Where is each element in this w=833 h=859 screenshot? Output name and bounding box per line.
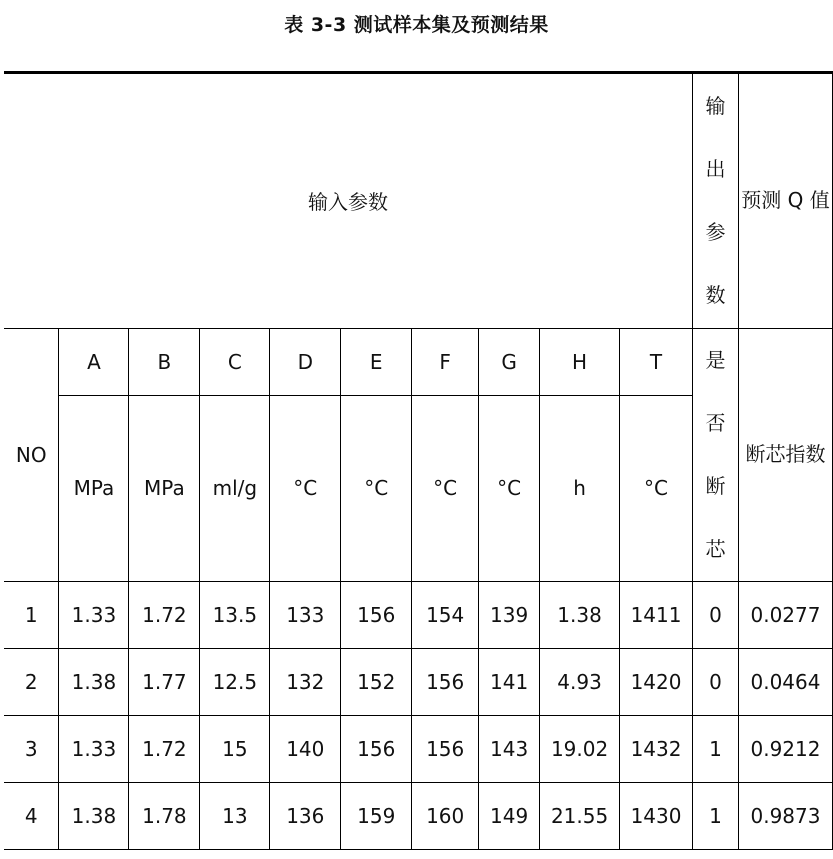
param-letter-c: C [200,328,270,395]
param-letter-h: H [540,328,620,395]
cell-no: 1 [4,581,59,648]
cell-f: 154 [412,581,479,648]
predicted-q-header: 预测 Q 值 [738,74,832,328]
cell-c: 13.5 [200,581,270,648]
cell-f: 156 [412,715,479,782]
cell-c: 15 [200,715,270,782]
cell-d: 133 [270,581,341,648]
param-letter-f: F [412,328,479,395]
cell-a: 1.33 [59,581,129,648]
param-unit-c: ml/g [200,395,270,581]
table-row [4,715,833,782]
cell-c: 12.5 [200,648,270,715]
cell-g: 141 [479,648,540,715]
input-params-header: 输入参数 [4,74,693,328]
no-header: NO [4,328,59,581]
cell-no: 2 [4,648,59,715]
cell-t: 1432 [620,715,693,782]
param-unit-h: h [540,395,620,581]
cell-h: 4.93 [540,648,620,715]
header-row-groups [4,74,833,328]
param-letter-a: A [59,328,129,395]
param-letter-t: T [620,328,693,395]
cell-h: 21.55 [540,782,620,849]
cell-h: 1.38 [540,581,620,648]
cell-index: 0.0277 [738,581,832,648]
param-unit-e: °C [341,395,412,581]
param-letter-g: G [479,328,540,395]
cell-b: 1.77 [129,648,200,715]
table-row [4,782,833,849]
param-unit-t: °C [620,395,693,581]
cell-no: 3 [4,715,59,782]
cell-f: 160 [412,782,479,849]
cell-e: 152 [341,648,412,715]
cell-g: 149 [479,782,540,849]
cell-t: 1411 [620,581,693,648]
cell-g: 143 [479,715,540,782]
param-unit-d: °C [270,395,341,581]
cell-no: 4 [4,782,59,849]
cell-g: 139 [479,581,540,648]
param-letter-e: E [341,328,412,395]
cell-d: 132 [270,648,341,715]
test-sample-table [4,74,833,850]
table-row [4,581,833,648]
cell-broken: 1 [693,715,739,782]
cell-broken: 0 [693,581,739,648]
cell-b: 1.78 [129,782,200,849]
output-params-header: 输 出 参 数 [693,74,739,328]
param-letter-b: B [129,328,200,395]
param-letter-d: D [270,328,341,395]
table-row [4,648,833,715]
cell-d: 140 [270,715,341,782]
table-caption: 表 3-3 测试样本集及预测结果 [284,14,549,36]
cell-e: 156 [341,715,412,782]
cell-a: 1.38 [59,782,129,849]
cell-t: 1420 [620,648,693,715]
param-unit-f: °C [412,395,479,581]
cell-c: 13 [200,782,270,849]
cell-broken: 1 [693,782,739,849]
cell-h: 19.02 [540,715,620,782]
cell-b: 1.72 [129,581,200,648]
param-unit-b: MPa [129,395,200,581]
cell-a: 1.38 [59,648,129,715]
param-unit-g: °C [479,395,540,581]
broken-core-index-header: 断芯指数 [738,328,832,581]
cell-b: 1.72 [129,715,200,782]
cell-f: 156 [412,648,479,715]
param-unit-a: MPa [59,395,129,581]
cell-e: 156 [341,581,412,648]
broken-core-header: 是 否 断 芯 [693,328,739,581]
cell-d: 136 [270,782,341,849]
header-row-letters [4,328,833,395]
cell-index: 0.9212 [738,715,832,782]
cell-t: 1430 [620,782,693,849]
cell-broken: 0 [693,648,739,715]
cell-index: 0.9873 [738,782,832,849]
cell-index: 0.0464 [738,648,832,715]
cell-e: 159 [341,782,412,849]
cell-a: 1.33 [59,715,129,782]
